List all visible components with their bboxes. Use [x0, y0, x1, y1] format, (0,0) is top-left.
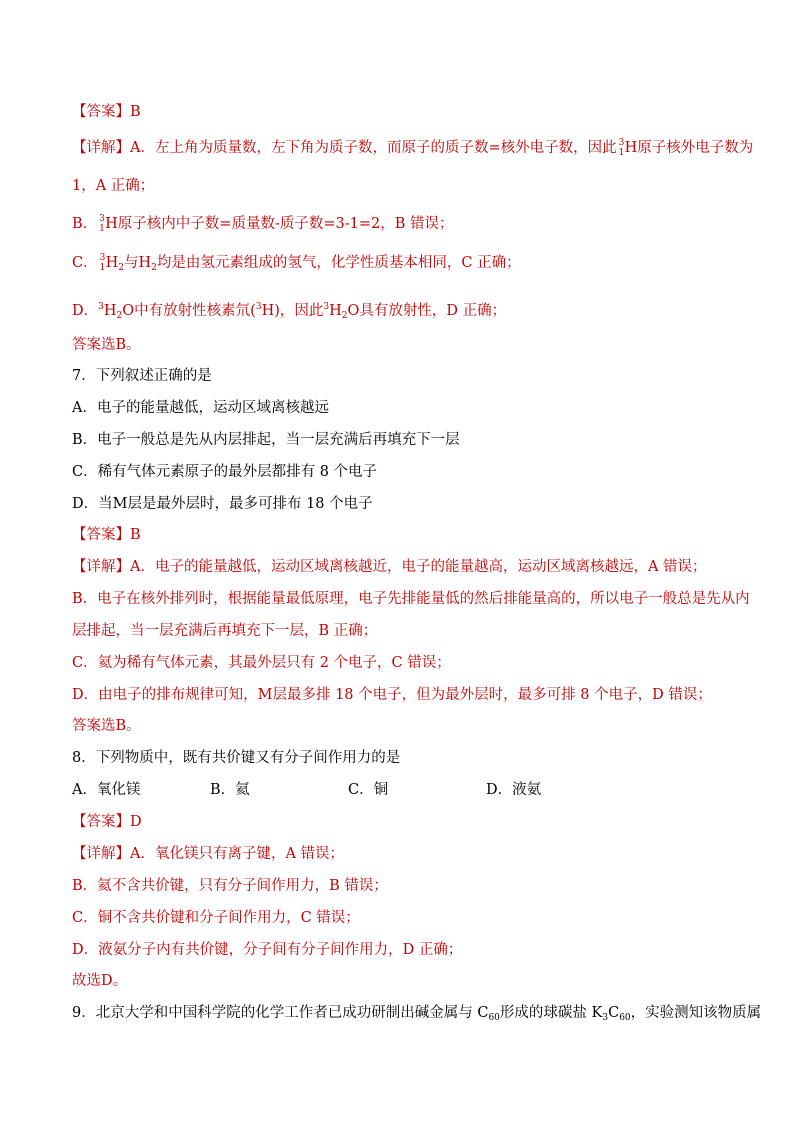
- isotope-notation: 3 1: [99, 214, 105, 234]
- q8-option-c: C．铜: [348, 782, 389, 798]
- q6-answer-line: [72, 102, 141, 122]
- q7-detail-b-cont: 层排起，当一层充满后再填充下一层，B 正确；: [72, 623, 378, 639]
- isotope-notation: 3 1: [618, 138, 625, 158]
- q7-answer-line: [72, 525, 141, 545]
- q8-detail-a: 【详解】A．氧化镁只有离子键，A 错误；: [72, 846, 345, 862]
- q7-option-c: C．稀有气体元素原子的最外层都排有 8 个电子: [72, 464, 378, 480]
- answer-value: B: [130, 527, 141, 543]
- q8-answer-line: [72, 812, 142, 832]
- answer-value: B: [130, 104, 141, 120]
- isotope-notation: 3 1: [99, 253, 106, 273]
- q8-detail-c: C．铜不含共价键和分子间作用力，C 错误；: [72, 910, 360, 926]
- q6-detail-d: D．$^3H_2O$中有放射性核素氘($^3$H)，因此$^3H_2O$具有放射性，D 正确；: [72, 302, 507, 321]
- q8-conclusion: 故选D。: [72, 973, 128, 989]
- q6-detail-a: [72, 138, 753, 158]
- detail-text: A．左上角为质量数，左下角为质子数，而原子的质子数=核外电子数，因此: [130, 140, 617, 156]
- q6-detail-a-cont: 1，A 正确；: [72, 178, 155, 194]
- q8-detail-d: D．液氨分子内有共价键，分子间有分子间作用力，D 正确；: [72, 942, 463, 958]
- answer-tag: 【答案】: [72, 814, 130, 830]
- detail-text: H原子核外电子数为: [624, 140, 754, 156]
- q7-detail-d: D．由电子的排布规律可知，M层最多排 18 个电子，但为最外层时，最多可排 8 个电子，D 错误；: [72, 687, 712, 703]
- q7-detail-b: B．电子在核外排列时，根据能量最低原理，电子先排能量低的然后排能量高的，所以电子一般总是先从内: [72, 591, 750, 607]
- q7-stem: 7．下列叙述正确的是: [72, 368, 212, 384]
- q6-conclusion: 答案选B。: [72, 337, 141, 353]
- detail-tag: 【详解】: [72, 140, 130, 156]
- detail-tag: 【详解】: [72, 559, 130, 575]
- q7-detail-a: 【详解】A．电子的能量越低，运动区域离核越近，电子的能量越高，运动区域离核越远，A 错误；: [72, 559, 707, 575]
- answer-value: D: [130, 814, 142, 830]
- detail-tag: 【详解】: [72, 846, 130, 862]
- q8-detail-b: B．氦不含共价键，只有分子间作用力，B 错误；: [72, 878, 388, 894]
- q7-option-a: A．电子的能量越低，运动区域离核越远: [72, 400, 329, 416]
- q9-stem: 9．北京大学和中国科学院的化学工作者已成功研制出碱金属与 $C_{60}$形成的球碳盐 $K_3C_{60}$，实验测知该物质属: [72, 1005, 762, 1023]
- q7-conclusion: 答案选B。: [72, 718, 141, 734]
- answer-tag: 【答案】: [72, 527, 130, 543]
- q8-stem: 8．下列物质中，既有共价键又有分子间作用力的是: [72, 750, 401, 766]
- answer-tag: 【答案】: [72, 104, 130, 120]
- q6-detail-b: B． 3 1 H原子核内中子数=质量数-质子数=3-1=2，B 错误；: [72, 214, 454, 234]
- q8-option-a: A．氧化镁: [72, 782, 141, 798]
- q6-detail-c: C． 3 1 $H_2$与$H_2$均是由氢元素组成的氢气，化学性质基本相同，C 正确；: [72, 253, 521, 273]
- q7-option-b: B．电子一般总是先从内层排起，当一层充满后再填充下一层: [72, 432, 460, 448]
- q7-detail-c: C．氦为稀有气体元素，其最外层只有 2 个电子，C 错误；: [72, 655, 451, 671]
- q8-option-d: D．液氨: [486, 782, 542, 798]
- q7-option-d: D．当M层是最外层时，最多可排布 18 个电子: [72, 496, 373, 512]
- q8-option-b: B．氦: [210, 782, 250, 798]
